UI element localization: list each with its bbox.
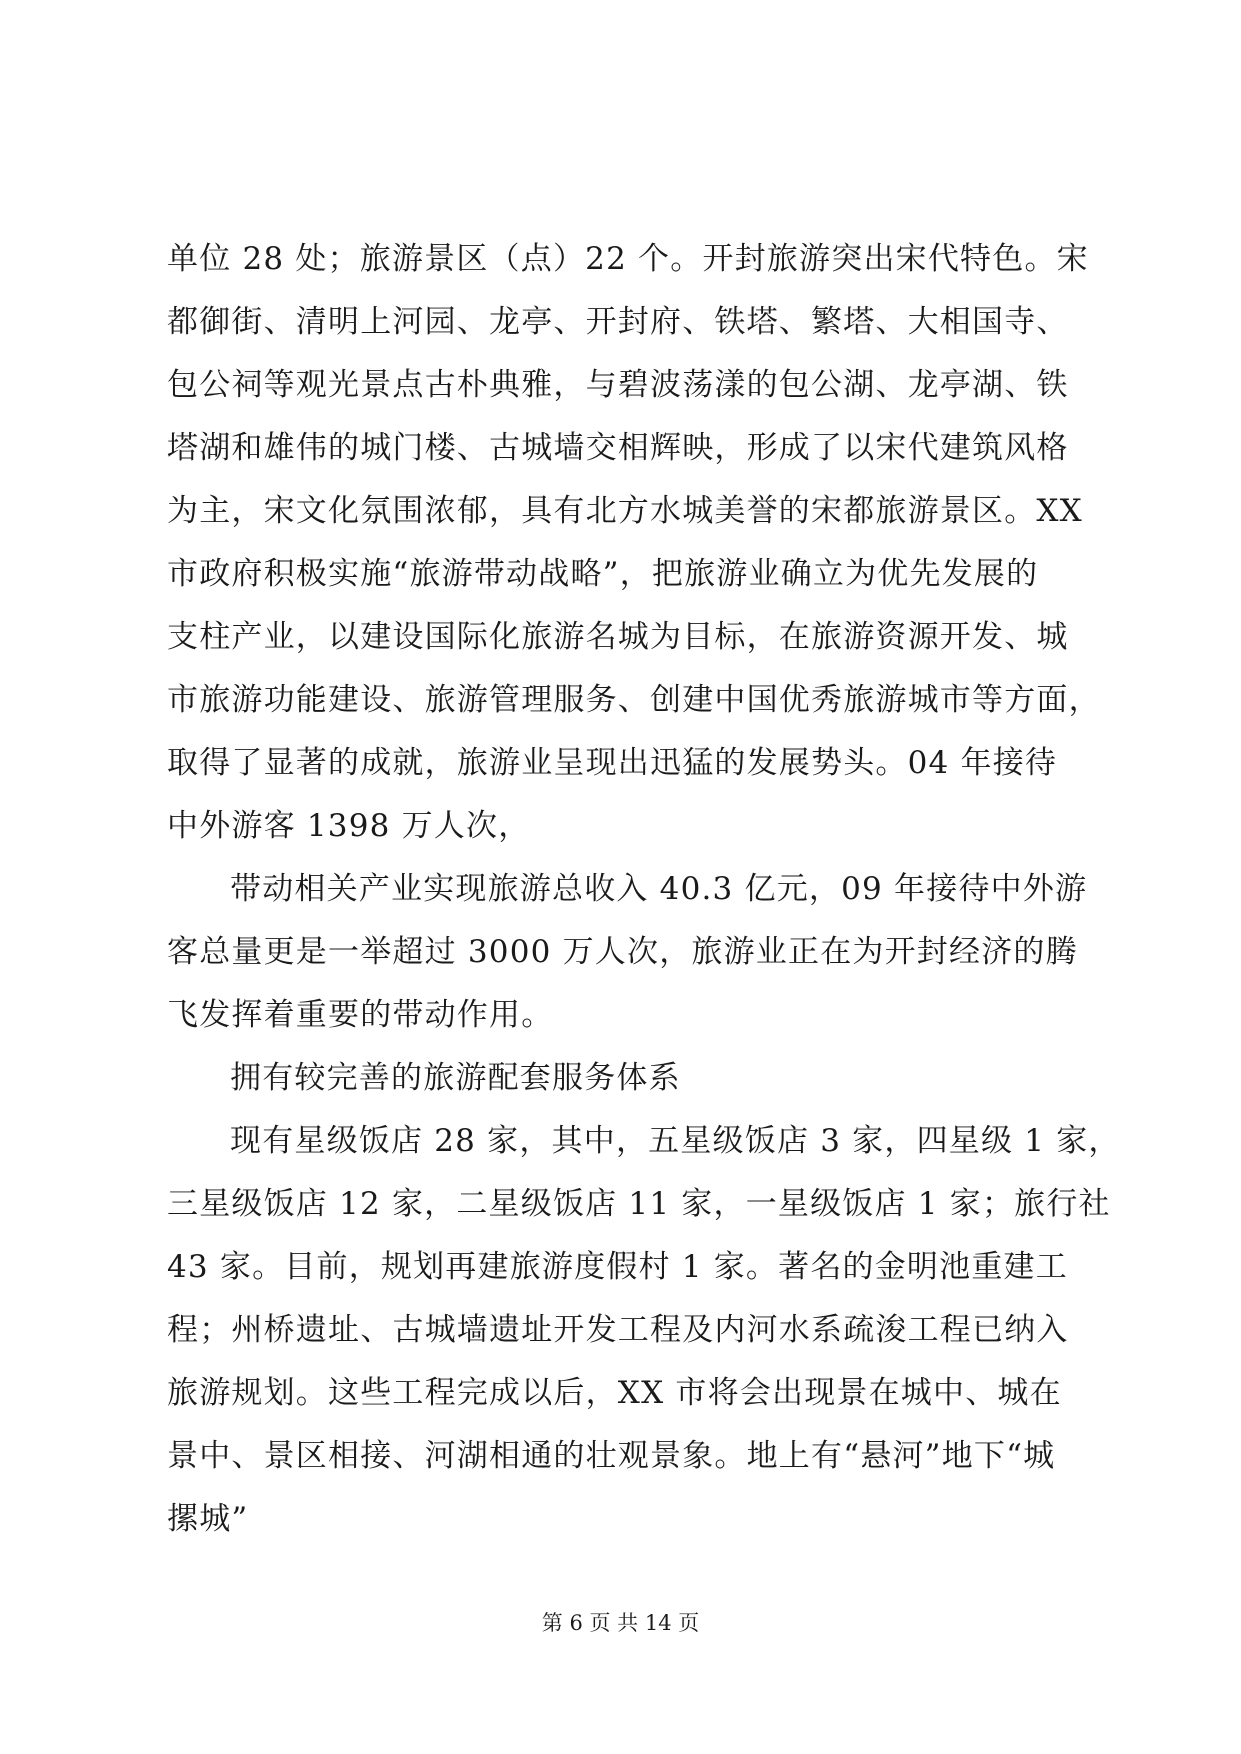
text-line: 旅游规划。这些工程完成以后，XX 市将会出现景在城中、城在 (167, 1375, 1062, 1411)
text-line: 带动相关产业实现旅游总收入 40.3 亿元，09 年接待中外游 (230, 871, 1088, 907)
section-heading: 拥有较完善的旅游配套服务体系 (230, 1060, 681, 1096)
body-text (167, 228, 1121, 1551)
text-line: 市旅游功能建设、旅游管理服务、创建中国优秀旅游城市等方面， (167, 682, 1101, 718)
text-line: 景中、景区相接、河湖相通的壮观景象。地上有“悬河”地下“城 (167, 1438, 1056, 1474)
text-line: 单位 28 处；旅游景区（点）22 个。开封旅游突出宋代特色。宋 (167, 241, 1089, 277)
text-line: 为主，宋文化氛围浓郁，具有北方水城美誉的宋都旅游景区。XX (167, 493, 1083, 529)
text-line: 包公祠等观光景点古朴典雅，与碧波荡漾的包公湖、龙亭湖、铁 (167, 367, 1069, 403)
text-line: 支柱产业，以建设国际化旅游名城为目标，在旅游资源开发、城 (167, 619, 1069, 655)
text-line: 程；州桥遗址、古城墙遗址开发工程及内河水系疏浚工程已纳入 (167, 1312, 1069, 1348)
text-line: 飞发挥着重要的带动作用。 (167, 997, 554, 1033)
text-line: 中外游客 1398 万人次， (167, 808, 531, 844)
text-line: 三星级饭店 12 家，二星级饭店 11 家，一星级饭店 1 家；旅行社 (167, 1186, 1111, 1222)
text-line: 客总量更是一举超过 3000 万人次，旅游业正在为开封经济的腾 (167, 934, 1078, 970)
text-line: 都御街、清明上河园、龙亭、开封府、铁塔、繁塔、大相国寺、 (167, 304, 1069, 340)
text-line: 市政府积极实施“旅游带动战略”，把旅游业确立为优先发展的 (167, 556, 1039, 592)
text-line: 塔湖和雄伟的城门楼、古城墙交相辉映，形成了以宋代建筑风格 (167, 430, 1069, 466)
text-line: 取得了显著的成就，旅游业呈现出迅猛的发展势头。04 年接待 (167, 745, 1058, 781)
text-line: 43 家。目前，规划再建旅游度假村 1 家。著名的金明池重建工 (167, 1249, 1068, 1285)
text-line: 现有星级饭店 28 家，其中，五星级饭店 3 家，四星级 1 家， (230, 1123, 1121, 1159)
page-number-footer: 第 6 页 共 14 页 (541, 1611, 700, 1635)
text-line: 摞城” (167, 1501, 249, 1537)
